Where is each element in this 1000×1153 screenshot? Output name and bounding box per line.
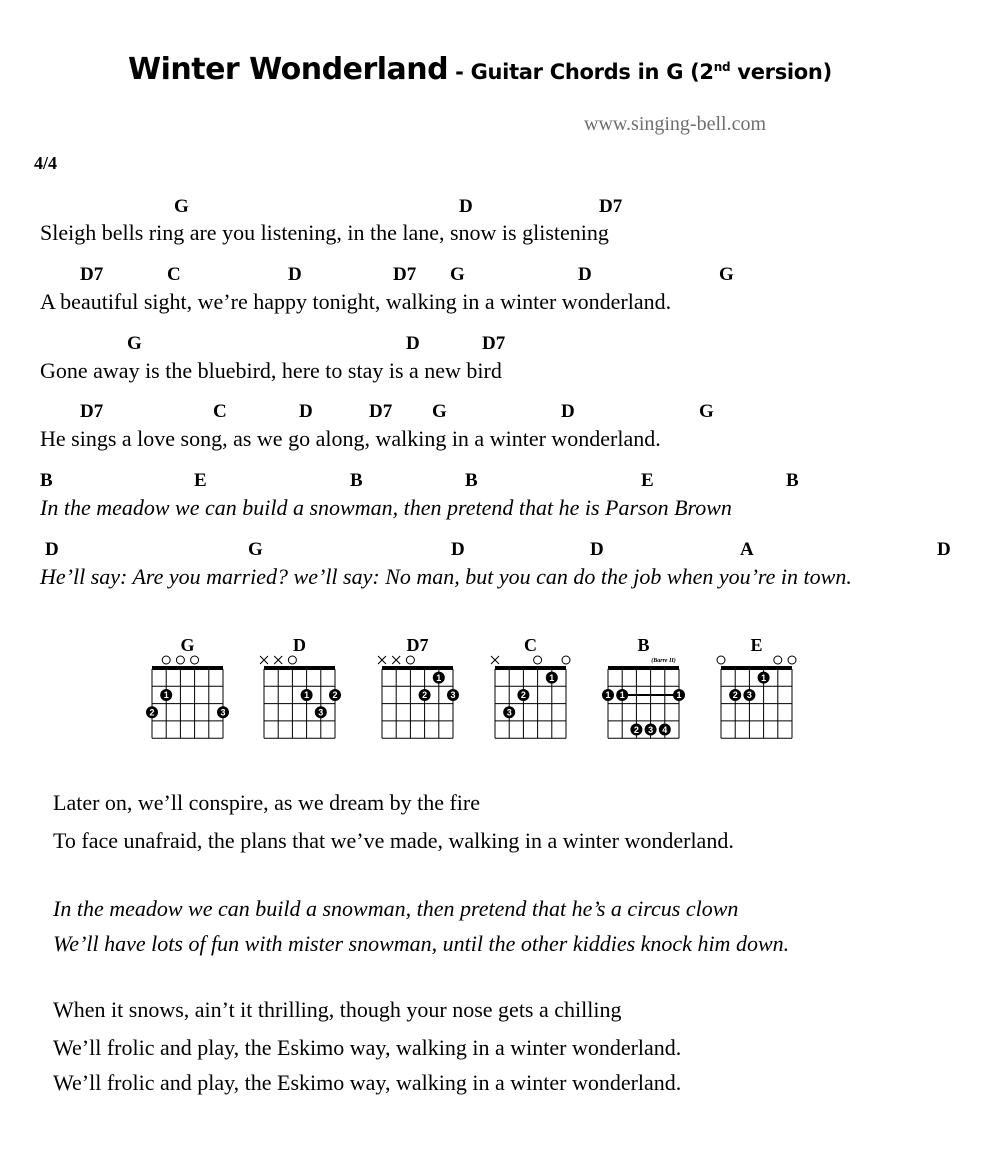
open-string-marker xyxy=(774,656,782,664)
chord-diagram-d7 xyxy=(370,633,465,753)
time-signature: 4/4 xyxy=(34,153,58,173)
chord-label: G xyxy=(127,333,142,354)
chord-name: D xyxy=(293,635,306,655)
chord-name: G xyxy=(180,635,195,655)
chord-name: B xyxy=(637,635,650,655)
chord-label: D7 xyxy=(80,401,104,422)
open-string-marker xyxy=(788,656,796,664)
finger-number: 2 xyxy=(149,707,155,718)
title-dash: - xyxy=(448,60,471,84)
chord-name: C xyxy=(524,635,537,655)
finger-number: 3 xyxy=(506,707,512,718)
chord-label: D xyxy=(45,539,59,560)
chord-label: D xyxy=(406,333,420,354)
chord-note: (Barre II) xyxy=(651,658,676,664)
finger-number: 2 xyxy=(520,690,526,701)
website-link[interactable]: www.singing-bell.com xyxy=(584,113,767,135)
finger-number: 1 xyxy=(549,672,555,683)
chord-label: D xyxy=(288,264,302,285)
open-string-marker xyxy=(191,656,199,664)
nut xyxy=(608,666,679,670)
finger-number: 3 xyxy=(450,690,456,701)
chord-diagram-c xyxy=(483,633,578,753)
lyric-line-5: In the meadow we can build a snowman, then pretend that he is Parson Brown xyxy=(40,495,732,520)
chord-label: D xyxy=(561,401,575,422)
muted-string-marker xyxy=(274,656,282,664)
chord-label: D xyxy=(590,539,604,560)
chord-diagram-d xyxy=(252,633,347,753)
chord-label: D xyxy=(299,401,313,422)
verse-line: We’ll frolic and play, the Eskimo way, walking in a winter wonderland. xyxy=(53,1070,682,1095)
verse-line: We’ll have lots of fun with mister snowman, until the other kiddies knock him down. xyxy=(53,931,790,956)
chord-label: G xyxy=(699,401,714,422)
chord-diagram-e xyxy=(709,633,804,753)
finger-number: 2 xyxy=(332,690,338,701)
nut xyxy=(264,666,335,670)
chord-label: D7 xyxy=(599,196,623,217)
chord-label: G xyxy=(719,264,734,285)
open-string-marker xyxy=(176,656,184,664)
title-subtitle: Guitar Chords in G (2nd version) xyxy=(470,60,832,84)
chord-label: D7 xyxy=(369,401,393,422)
chord-label: D xyxy=(459,196,473,217)
muted-string-marker xyxy=(491,656,499,664)
chord-label: G xyxy=(450,264,465,285)
chord-label: C xyxy=(167,264,181,285)
lyric-line-4: He sings a love song, as we go along, walking in a winter wonderland. xyxy=(40,426,661,451)
open-string-marker xyxy=(534,656,542,664)
chord-label: D7 xyxy=(80,264,104,285)
chord-label: D xyxy=(937,539,951,560)
open-string-marker xyxy=(162,656,170,664)
muted-string-marker xyxy=(392,656,400,664)
finger-number: 1 xyxy=(676,690,682,701)
verse-line: In the meadow we can build a snowman, then pretend that he’s a circus clown xyxy=(53,896,739,921)
lyric-line-2: A beautiful sight, we’re happy tonight, walking in a winter wonderland. xyxy=(40,289,672,314)
nut xyxy=(382,666,453,670)
finger-number: 3 xyxy=(746,690,752,701)
chord-label: D xyxy=(451,539,465,560)
open-string-marker xyxy=(288,656,296,664)
verse-line: We’ll frolic and play, the Eskimo way, walking in a winter wonderland. xyxy=(53,1035,682,1060)
chord-label: G xyxy=(174,196,189,217)
chord-name: D7 xyxy=(406,635,429,655)
chord-label: B xyxy=(40,470,53,491)
finger-number: 3 xyxy=(648,724,654,735)
chord-label: G xyxy=(248,539,263,560)
chord-label: D7 xyxy=(393,264,417,285)
verse-line: Later on, we’ll conspire, as we dream by the fire xyxy=(53,790,480,815)
nut xyxy=(495,666,566,670)
nut xyxy=(152,666,223,670)
chord-label: E xyxy=(641,470,654,491)
open-string-marker xyxy=(717,656,725,664)
finger-number: 1 xyxy=(304,690,310,701)
finger-number: 3 xyxy=(318,707,324,718)
open-string-marker xyxy=(406,656,414,664)
nut xyxy=(721,666,792,670)
finger-number: 1 xyxy=(619,690,625,701)
finger-number: 3 xyxy=(220,707,226,718)
finger-number: 1 xyxy=(605,690,611,701)
verse-line: When it snows, ain’t it thrilling, though your nose gets a chilling xyxy=(53,997,622,1022)
muted-string-marker xyxy=(260,656,268,664)
lyric-line-1: Sleigh bells ring are you listening, in the lane, snow is glistening xyxy=(40,220,609,245)
finger-number: 2 xyxy=(732,690,738,701)
chord-name: E xyxy=(750,635,763,655)
chord-label: G xyxy=(432,401,447,422)
chord-label: A xyxy=(740,539,754,560)
finger-number: 2 xyxy=(422,690,428,701)
chord-label: B xyxy=(350,470,363,491)
chord-label: C xyxy=(213,401,227,422)
chord-diagram-g xyxy=(140,633,235,753)
muted-string-marker xyxy=(378,656,386,664)
open-string-marker xyxy=(562,656,570,664)
song-title: Winter Wonderland xyxy=(128,52,449,87)
chord-label: E xyxy=(194,470,207,491)
chord-label: B xyxy=(465,470,478,491)
lyric-line-3: Gone away is the bluebird, here to stay is a new bird xyxy=(40,358,502,383)
page-title xyxy=(128,52,832,87)
finger-number: 1 xyxy=(163,690,169,701)
finger-number: 1 xyxy=(761,672,767,683)
finger-number: 4 xyxy=(662,724,668,735)
finger-number: 1 xyxy=(436,672,442,683)
verse-line: To face unafraid, the plans that we’ve made, walking in a winter wonderland. xyxy=(53,828,734,853)
chord-label: D xyxy=(578,264,592,285)
chord-label: D7 xyxy=(482,333,506,354)
chord-diagram-b xyxy=(596,633,691,753)
lyric-line-6: He’ll say: Are you married? we’ll say: No man, but you can do the job when you’re in town. xyxy=(40,564,852,589)
finger-number: 2 xyxy=(633,724,639,735)
chord-label: B xyxy=(786,470,799,491)
